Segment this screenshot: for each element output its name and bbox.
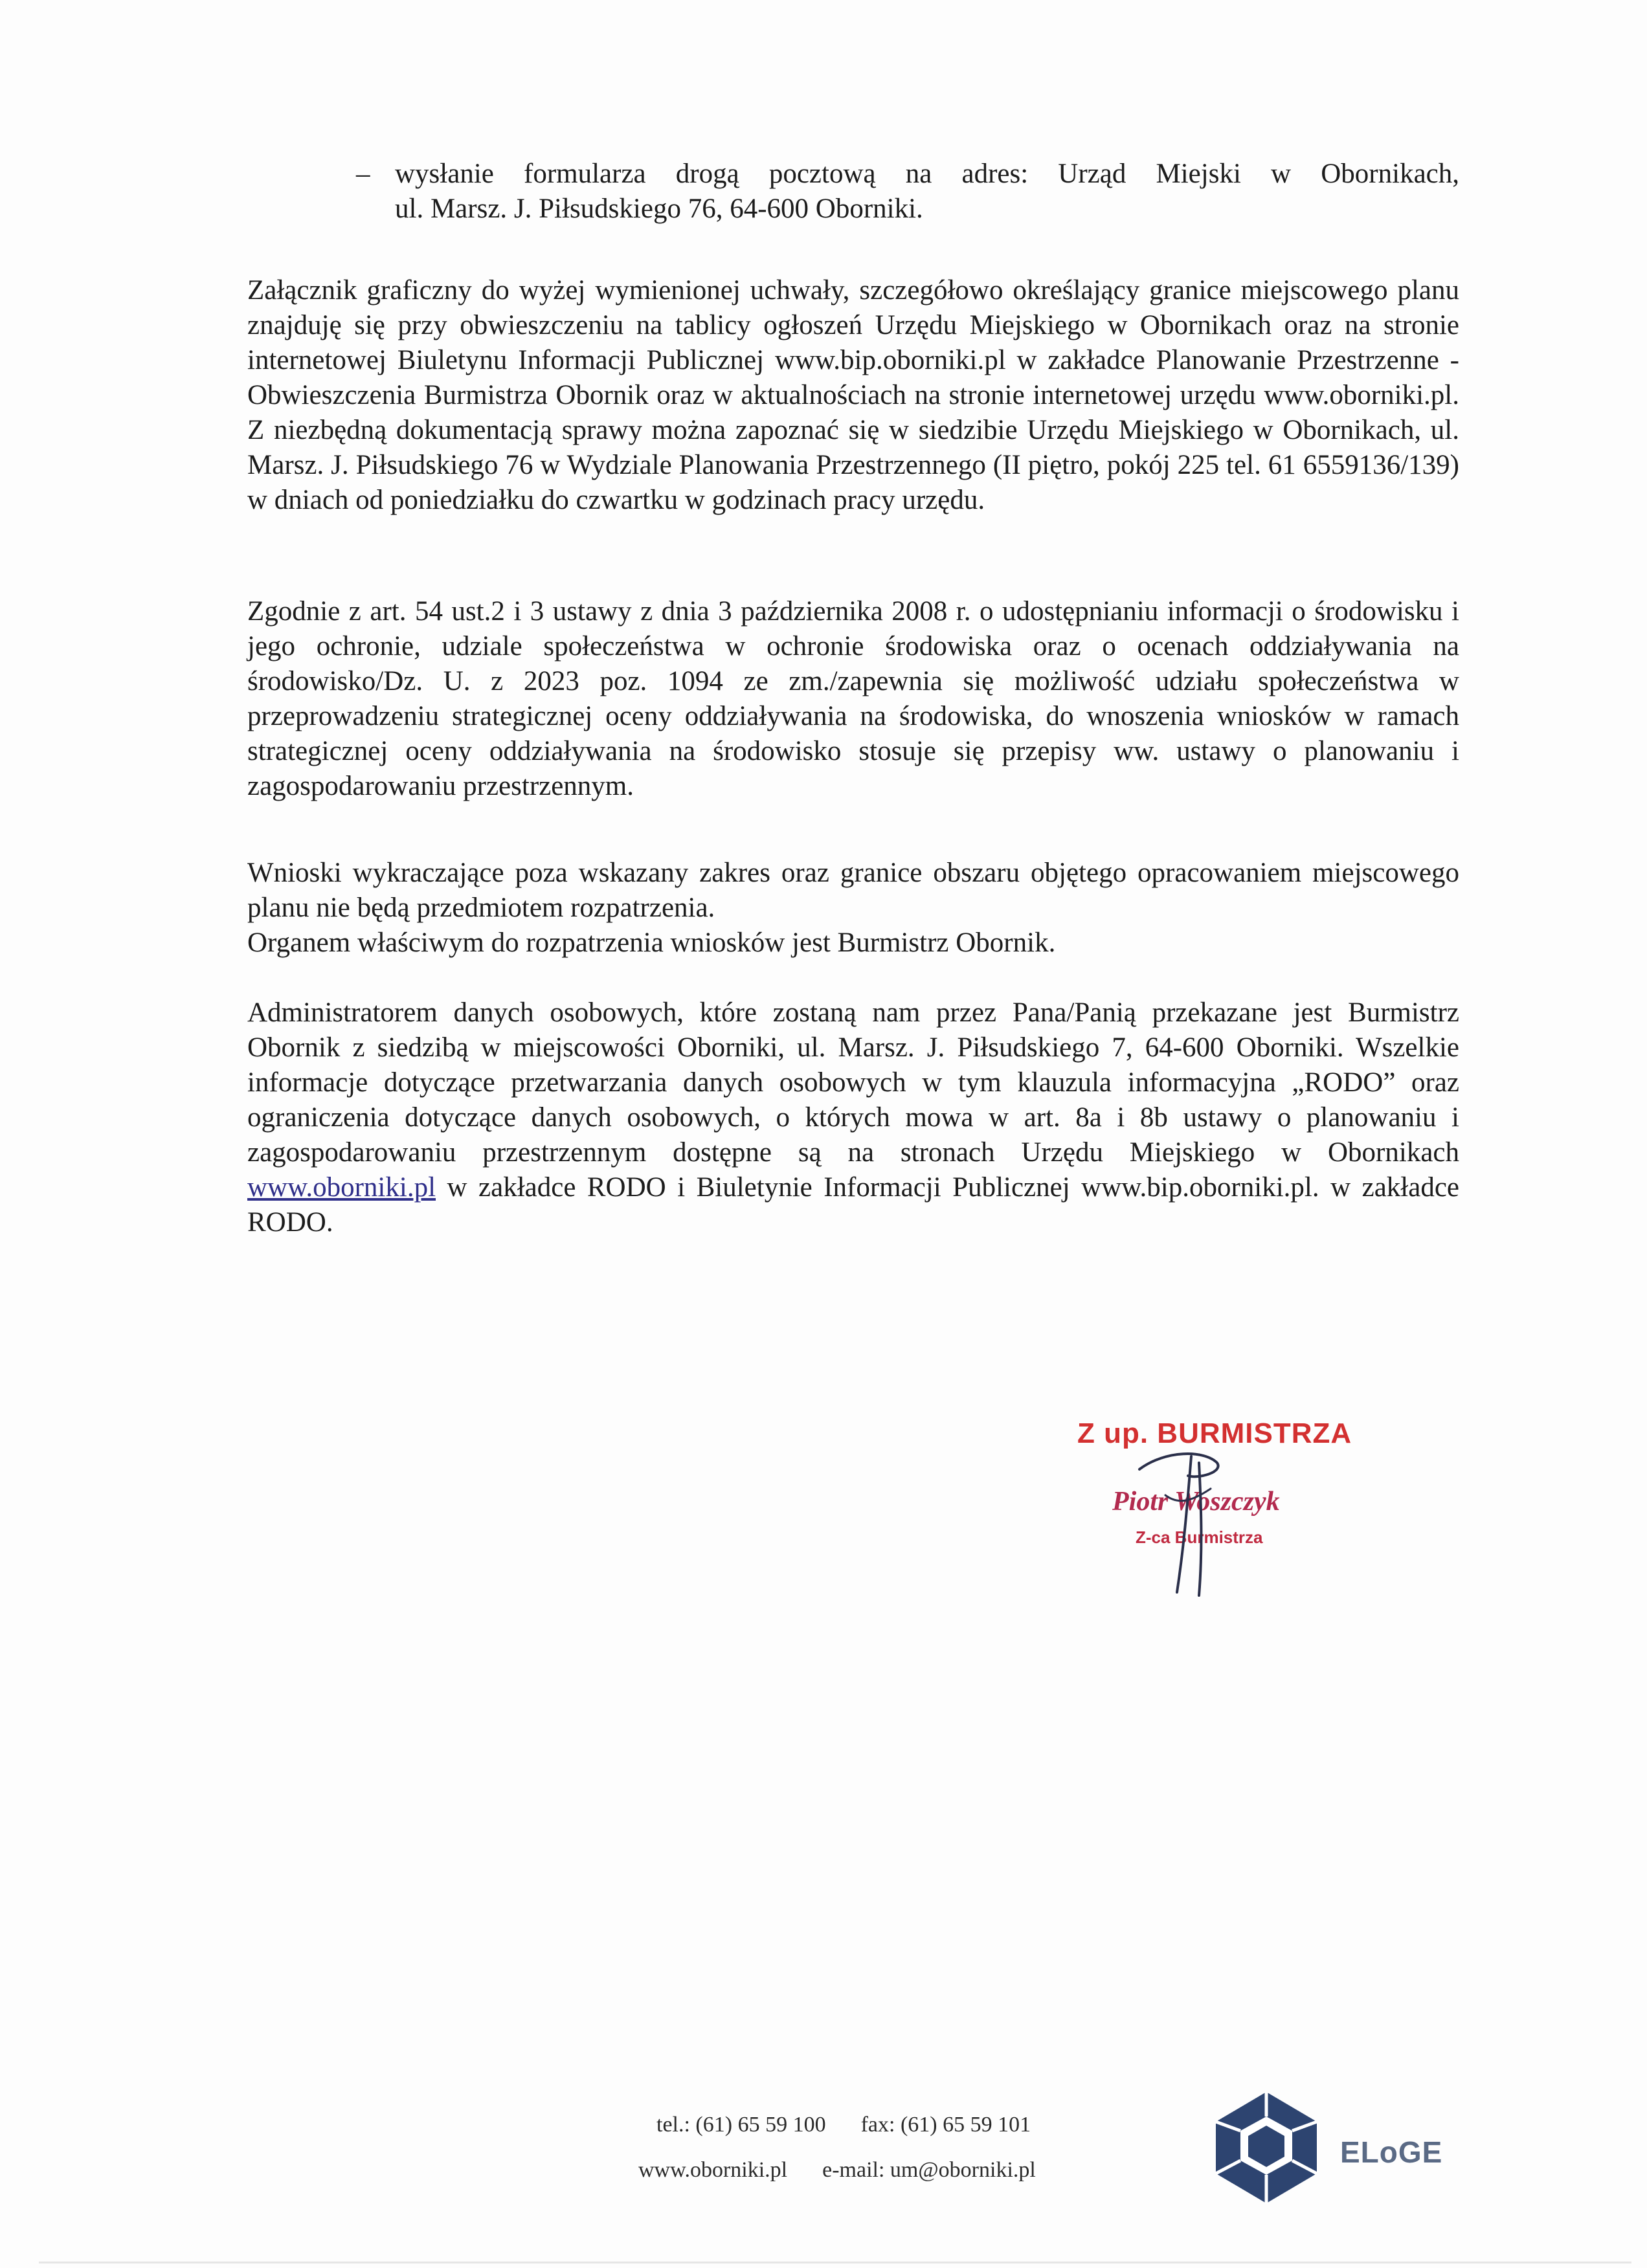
paragraph-authority: Organem właściwym do rozpatrzenia wniosków jest Burmistrz Obornik. bbox=[247, 928, 1056, 958]
data-admin-text-end: w zakładce RODO i Biuletynie Informacji Publicznej www.bip.oborniki.pl. w zakładce RODO. bbox=[247, 1172, 1459, 1238]
paragraph-attachment-info: Załącznik graficzny do wyżej wymienionej uchwały, szczegółowo określający granice miejscowego planu znajduję się przy obwieszczeniu na tablicy ogłoszeń Urzędu Miejskiego w Obornikach oraz na stronie internetowej Biuletynu Informacji Publicznej www.bip.oborniki.pl w zakładce Planowanie Przestrzenne - Obwieszczenia Burmistrza Obornik oraz w aktualnościach na stronie internetowej urzędu www.oborniki.pl. Z niezbędną dokumentacją sprawy można zapoznać się w siedzibie Urzędu Miejskiego w Obornikach, ul. Marsz. J. Piłsudskiego 76 w Wydziale Planowania Przestrzennego (II piętro, pokój 225 tel. 61 6559136/139) w dniach od poniedziałku do czwartku w godzinach pracy urzędu. bbox=[247, 275, 1459, 515]
paragraph-data-administrator bbox=[247, 995, 1459, 1240]
handwritten-signature-icon bbox=[1126, 1443, 1243, 1599]
data-admin-text: Administratorem danych osobowych, które zostaną nam przez Pana/Panią przekazane jest Burmistrz Obornik z siedzibą w miejscowości Oborniki, ul. Marsz. J. Piłsudskiego 7, 64-600 Oborniki. Wszelkie informacje dotyczące przetwarzania danych osobowych w tym klauzula informacyjna „RODO” oraz ograniczenia dotyczące danych osobowych, o których mowa w art. 8a i 8b ustawy o planowaniu i zagospodarowaniu przestrzennym dostępne są na stronach Urzędu Miejskiego w Obornikach bbox=[247, 997, 1459, 1168]
paragraph-environment-law: Zgodnie z art. 54 ust.2 i 3 ustawy z dnia 3 października 2008 r. o udostępnianiu informacji o środowisku i jego ochronie, udziale społeczeństwa w ochronie środowiska oraz o ocenach oddziaływania na środowisko/Dz. U. z 2023 poz. 1094 ze zm./zapewnia się możliwość udziału społeczeństwa w przeprowadzeniu strategicznej oceny oddziaływania na środowiska, do wnoszenia wniosków w ramach strategicznej oceny oddziaływania na środowisko stosuje się przepisy ww. ustawy o planowaniu i zagospodarowaniu przestrzennym. bbox=[247, 596, 1459, 801]
bullet-dash: – bbox=[356, 159, 370, 189]
footer-email[interactable]: e-mail: um@oborniki.pl bbox=[822, 2158, 1036, 2182]
eloge-logo-text: ELoGE bbox=[1340, 2135, 1443, 2169]
stamp-name: Piotr Woszczyk bbox=[1112, 1487, 1280, 1517]
page-bottom-divider bbox=[39, 2262, 1631, 2263]
bullet-line-1: wysłanie formularza drogą pocztową na adres: Urząd Miejski w Obornikach, bbox=[395, 159, 1459, 189]
footer-fax: fax: (61) 65 59 101 bbox=[860, 2113, 1031, 2137]
paragraph-out-of-scope: Wnioski wykraczające poza wskazany zakres oraz granice obszaru objętego opracowaniem miejscowego planu nie będą przedmiotem rozpatrzenia. bbox=[247, 858, 1459, 923]
footer-www[interactable]: www.oborniki.pl bbox=[638, 2158, 788, 2182]
bullet-item bbox=[356, 157, 1459, 227]
official-stamp bbox=[1068, 1418, 1431, 1599]
bullet-line-2: ul. Marsz. J. Piłsudskiego 76, 64-600 Oborniki. bbox=[395, 194, 923, 224]
dodecahedron-logo-icon bbox=[1207, 2088, 1326, 2207]
oborniki-website-link[interactable]: www.oborniki.pl bbox=[247, 1172, 436, 1203]
stamp-role: Z-ca Burmistrza bbox=[1136, 1528, 1263, 1547]
footer-contact-web bbox=[638, 2158, 1221, 2183]
footer-contact-phone bbox=[656, 2113, 1239, 2137]
footer-tel: tel.: (61) 65 59 100 bbox=[656, 2113, 826, 2137]
stamp-title: Z up. BURMISTRZA bbox=[1077, 1418, 1352, 1449]
